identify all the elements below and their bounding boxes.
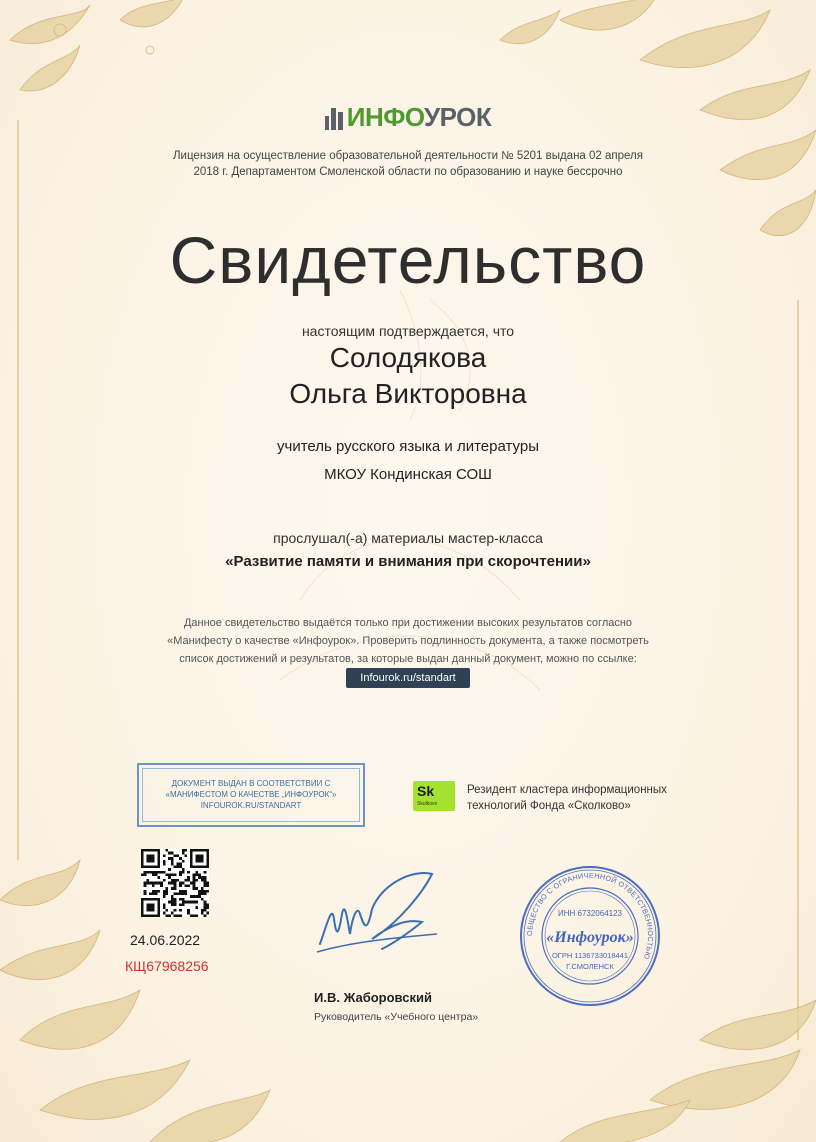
skolkovo-text: [467, 782, 667, 814]
stamp-ring-text: ОБЩЕСТВО С ОГРАНИЧЕННОЙ ОТВЕТСТВЕННОСТЬЮ: [524, 870, 656, 961]
skolkovo-line-1: Резидент кластера информационных: [467, 784, 667, 796]
recipient-surname: Солодякова: [329, 342, 487, 373]
issue-date: 24.06.2022: [130, 932, 201, 948]
skolkovo-logo: [413, 781, 455, 811]
recipient-position: учитель русского языка и литературы: [277, 438, 539, 455]
license-line-1: Лицензия на осуществление образовательной деятельности № 5201 выдана 02 апреля: [173, 150, 643, 162]
recipient-given-name: Ольга Викторовна: [289, 378, 527, 409]
disclaimer-line-3: список достижений и результатов, за которые выдан данный документ, можно по ссылке:: [179, 653, 637, 665]
course-title: «Развитие памяти и внимания при скорочтении»: [225, 553, 591, 570]
stamp-city: Г.СМОЛЕНСК: [566, 962, 614, 971]
certificate-code: КЩ67968256: [125, 958, 209, 974]
recipient-school: МКОУ Кондинская СОШ: [324, 466, 492, 483]
license-line-2: 2018 г. Департаментом Смоленской области по образованию и науке бессрочно: [193, 166, 623, 178]
skolkovo-logo-sub: Skolkovo: [417, 801, 438, 807]
standart-link[interactable]: Infourok.ru/standart: [346, 668, 470, 688]
manifest-line-1: ДОКУМЕНТ ВЫДАН В СООТВЕТСТВИИ С: [171, 779, 331, 788]
disclaimer-line-2: «Манифесту о качестве «Инфоурок». Проверить подлинность документа, а также посмотреть: [167, 635, 649, 647]
signer-role: Руководитель «Учебного центра»: [314, 1011, 479, 1023]
stamp-center-text: «Инфоурок»: [546, 929, 634, 946]
listened-text: прослушал(-а) материалы мастер-класса: [273, 530, 543, 546]
logo-text-part2: УРОК: [423, 101, 492, 132]
qr-code[interactable]: [141, 849, 209, 917]
skolkovo-line-2: технологий Фонда «Сколково»: [467, 800, 631, 812]
recipient-name: [0, 340, 816, 412]
infourok-logo: [0, 100, 816, 134]
logo-text-part1: ИНФО: [346, 101, 424, 132]
confirm-text: настоящим подтверждается, что: [301, 323, 515, 339]
stamp-ogrn: ОГРН 1136733018441: [551, 951, 629, 960]
company-stamp: [518, 864, 662, 1008]
handwritten-signature: [312, 864, 442, 964]
logo-bars-icon: [325, 104, 343, 130]
license-text: [0, 148, 816, 180]
disclaimer-text: [0, 614, 816, 668]
disclaimer-line-1: Данное свидетельство выдаётся только при достижении высоких результатов согласно: [183, 617, 633, 629]
manifest-line-3: INFOUROK.RU/STANDART: [200, 801, 302, 810]
skolkovo-logo-text: Sk: [417, 783, 435, 799]
manifest-line-2: «МАНИФЕСТОМ О КАЧЕСТВЕ „ИНФОУРОК“»: [165, 790, 337, 799]
manifest-box: [137, 763, 365, 827]
certificate-title: Свидетельство: [169, 223, 647, 297]
signer-name: И.В. Жаборовский: [314, 990, 432, 1005]
stamp-inn: ИНН 6732064123: [557, 909, 623, 918]
